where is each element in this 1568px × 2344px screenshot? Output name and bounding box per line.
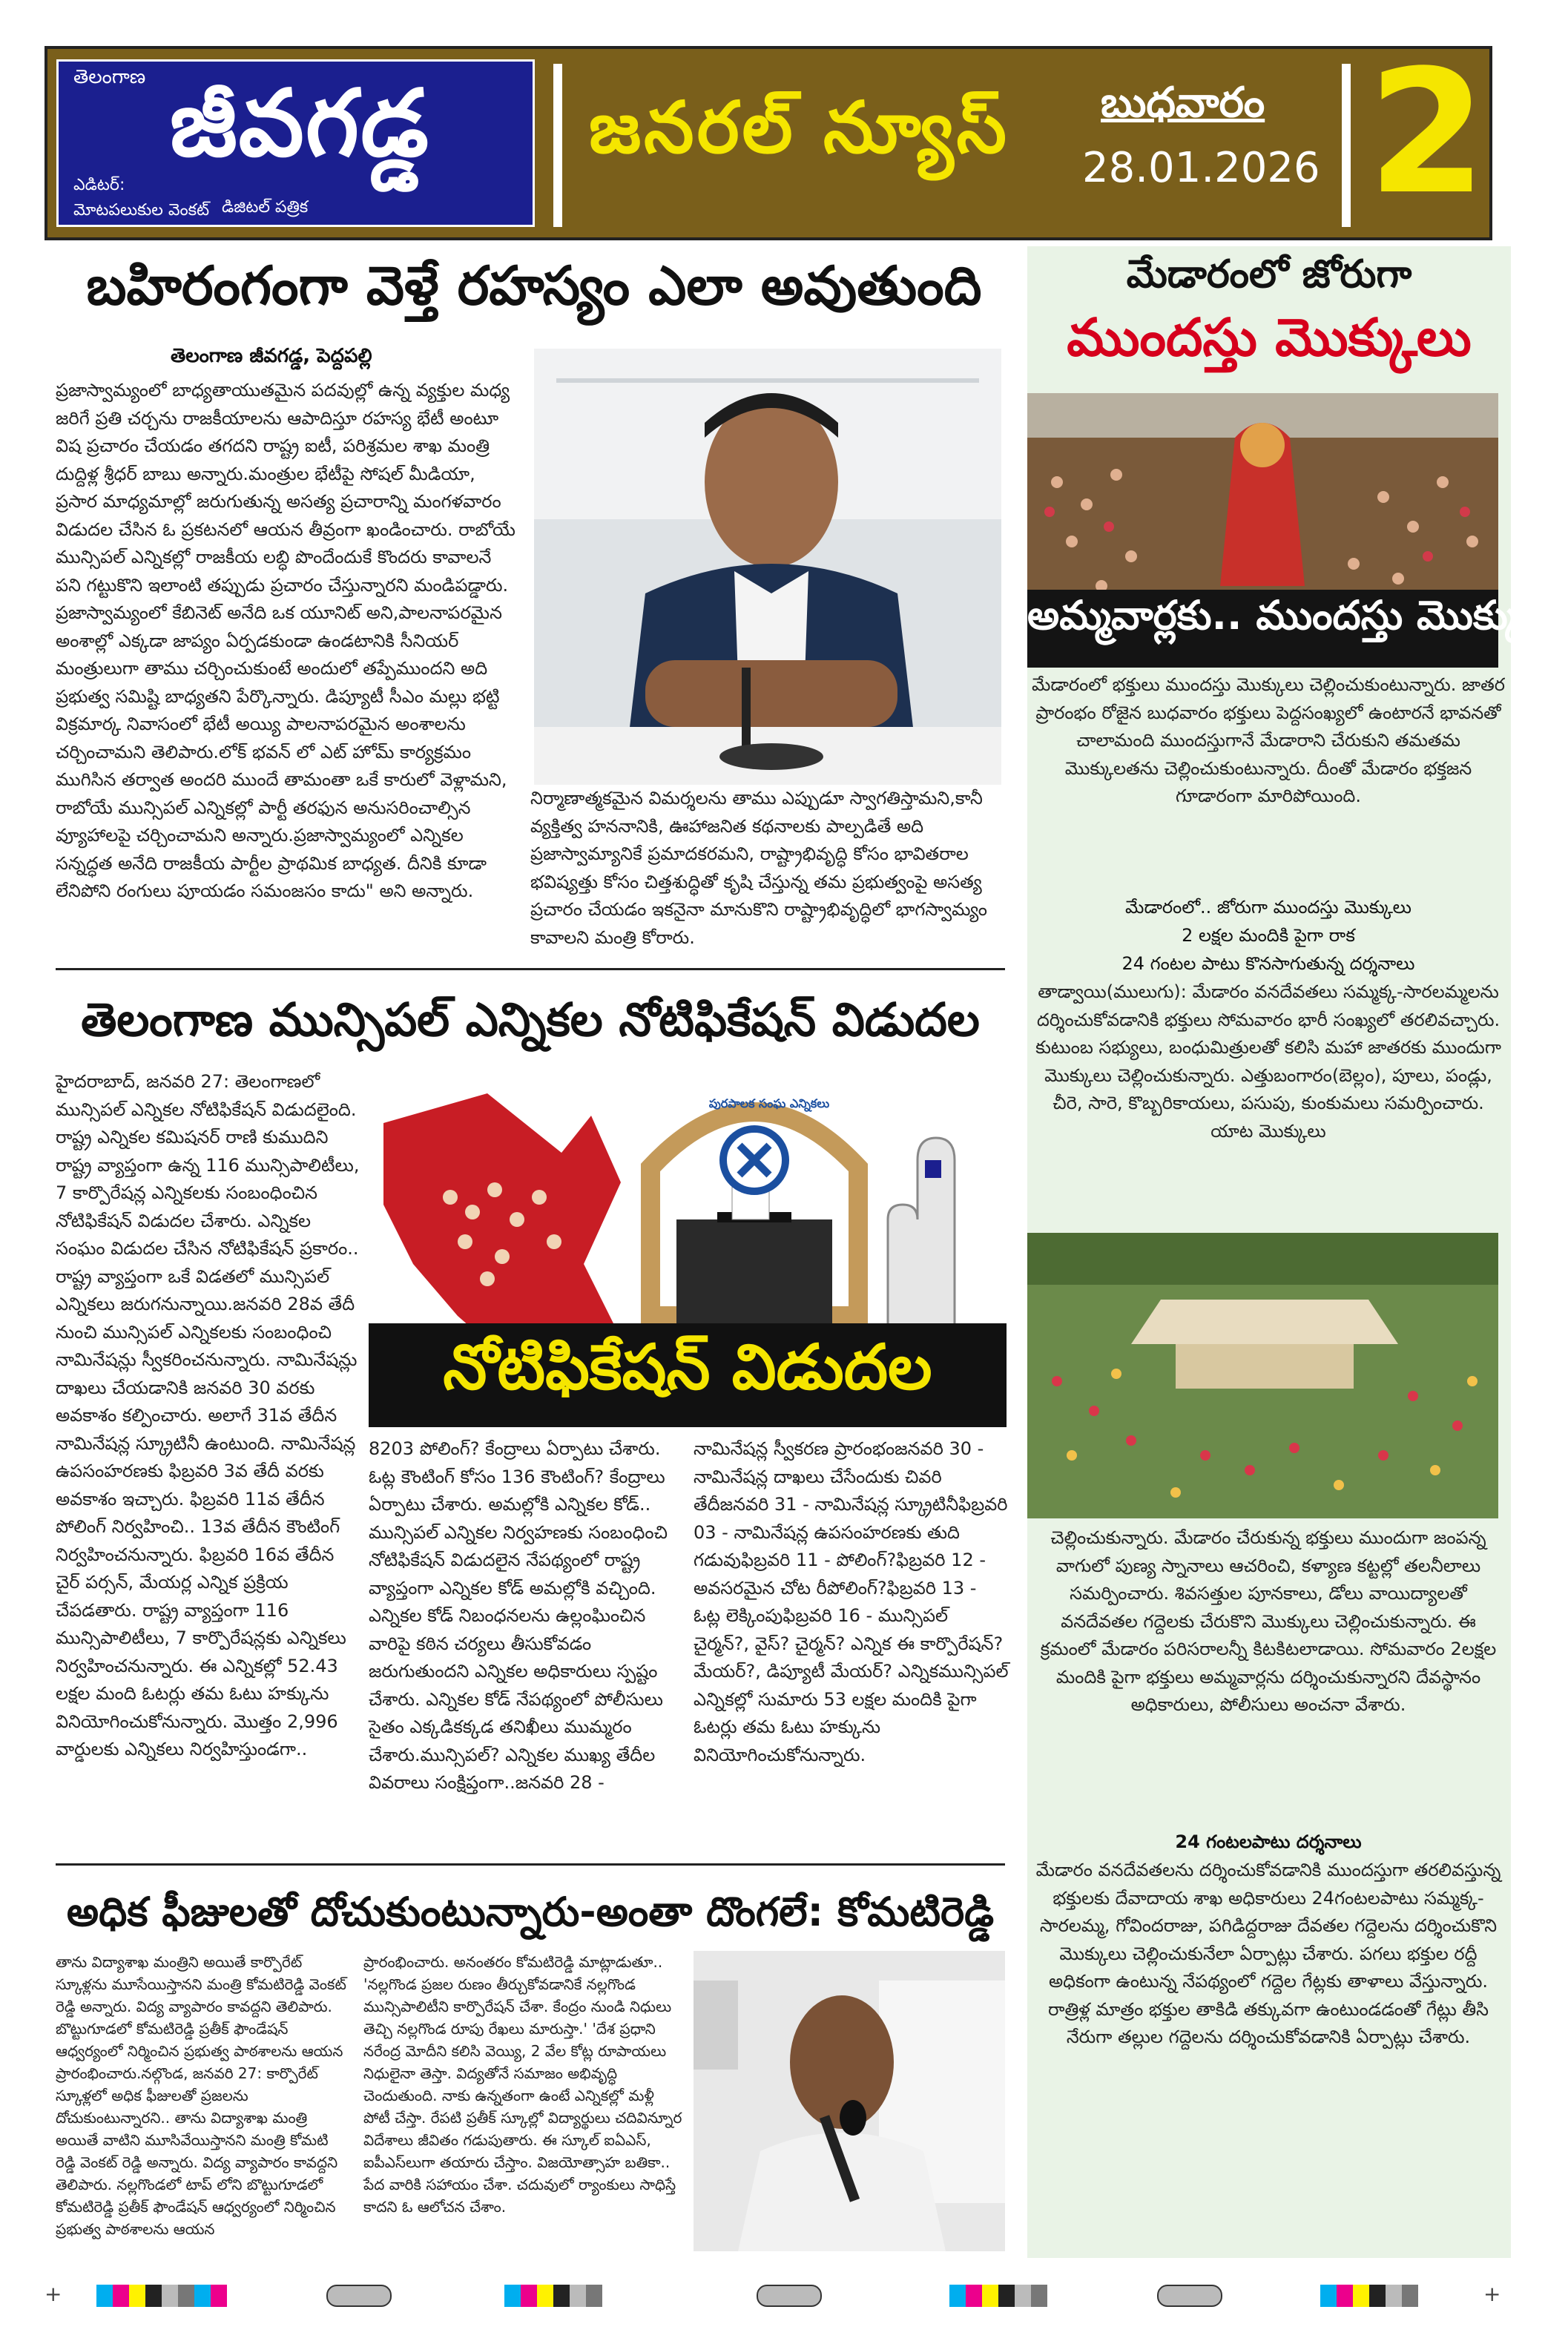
sidebar-photo-1 (1027, 393, 1568, 668)
article3-body-col2: ప్రారంభించారు. అనంతరం కోమటిరెడ్డి మాట్లాడుతూ.. 'నల్లగొండ ప్రజల రుణం తీర్చుకోవడానికే నల్లగొండ మున్సిపాలిటీని కార్పొరేషన్ చేశా. కేంద్రం నుండి నిధులు తెచ్చి నల్లగొండ రూపు రేఖలు మారుస్తా.' 'దేశ ప్రధాని నరేంద్ర మోదీని కలిసి వెయ్యి, 2 వేల కోట్ల రూపాయలు నిధులైనా తెస్తా. విద్యతోనే సమాజం అభివృద్ధి చెందుతుంది. నాకు ఉన్నతంగా ఉంటే ఎన్నికల్లో మళ్లీ పోటీ చేస్తా. రేపటి ప్రతీక్ స్కూల్లో విద్యార్థులు చదివిన్నూర విదేశాలు జీవితం గడుపుతారు. ఈ స్కూల్ ఐఏఎస్, ఐపీఎస్‌లుగా తయారు చేస్తాం. విజయోత్సాహ బతికా.. పేద వారికి సహాయం చేశా. చదువులో ర్యాంకులు సాధిస్తే కాదని ఓ ఆలోచన చేశాం. (363, 1953, 682, 2216)
page-number: 2 (1368, 34, 1487, 232)
color-bar (96, 2285, 227, 2307)
crosshair-icon: + (45, 2282, 62, 2306)
color-bar (949, 2285, 1047, 2307)
article1-photo (534, 349, 1001, 785)
editor-name: మోటపలుకుల వెంకట్ (73, 201, 210, 220)
section-title: జనరల్ న్యూస్ (589, 86, 1009, 169)
issue-day: బుధవారం (1101, 79, 1265, 127)
editor-credit (73, 173, 209, 223)
article2-headline: తెలంగాణ మున్సిపల్ ఎన్నికల నోటిఫికేషన్ విడుదల (81, 992, 980, 1047)
registration-mark (757, 2285, 822, 2307)
article3-headline: అధిక ఫీజులతో దోచుకుంటున్నారు-అంతా దొంగలే: కోమటిరెడ్డి (66, 1889, 995, 1935)
registration-mark (326, 2285, 392, 2307)
digital-label: డిజిటల్ పత్రిక (222, 198, 309, 217)
sidebar-subhead3: 24 గంటల పాటు కొనసాగుతున్న దర్శనాలు (1121, 953, 1415, 974)
sidebar-subhead4: 24 గంటలపాటు దర్శనాలు (1175, 1831, 1362, 1852)
article1-dateline: తెలంగాణ జీవగడ్డ, పెద్దపల్లి (171, 345, 372, 367)
logo-title: జీవగడ్డ (170, 70, 430, 177)
sidebar-subhead2: 2 లక్షల మందికి పైగా రాక (1182, 925, 1355, 946)
sidebar-para2: తాడ్వాయి(ములుగు): మేడారం వనదేవతలు సమ్మక్క-సారలమ్మలను దర్శించుకోవడానికి భక్తులు సోమవారం భారీ సంఖ్యలో తరలివచ్చారు. కుటుంబ సభ్యులు, బంధుమిత్రులతో కలిసి మహా జాతరకు ముందుగా మొక్కులు చెల్లించుకున్నారు. ఎత్తుబంగారం(బెల్లం), పూలు, పండ్లు, చీరె, సారె, కొబ్బరికాయలు, పసుపు, కుంకుమలు సమర్పించారు. యాట మొక్కులు (1035, 981, 1501, 1142)
medaram-gathering-photo (1027, 1233, 1498, 1518)
sidebar-photo-2 (1027, 1233, 1498, 1518)
issue-date: 28.01.2026 (1082, 144, 1320, 192)
section-rule (56, 968, 1005, 970)
newspaper-logo (56, 59, 535, 227)
color-bar (504, 2285, 602, 2307)
logo-small-text: తెలంగాణ (73, 66, 146, 88)
masthead-divider (1342, 64, 1351, 227)
article2-body-col3: నామినేషన్ల స్వీకరణ ప్రారంభంజనవరి 30 - నామినేషన్ల దాఖలు చేసేందుకు చివరి తేదీజనవరి 31 - నామినేషన్ల స్క్రూటినీఫిబ్రవరి 03 - నామినేషన్ల ఉపసంహరణకు తుది గడువుఫిబ్రవరి 11 - పోలింగ్?ఫిబ్రవరి 12 - అవసరమైన చోట రీపోలింగ్?ఫిబ్రవరి 13 - ఓట్ల లెక్కింపుఫిబ్రవరి 16 - మున్సిపల్ చైర్మన్?, వైస్? చైర్మన్? ఎన్నిక ఈ కార్పొరేషన్? మేయర్?, డిప్యూటీ మేయర్? ఎన్నికమున్సిపల్ ఎన్నికల్లో సుమారు 53 లక్షల మందికి పైగా ఓటర్లు తమ ఓటు హక్కును వినియోగించుకోనున్నారు. (694, 1438, 1009, 1765)
article2-body-col2: 8203 పోలింగ్? కేంద్రాలు ఏర్పాటు చేశారు. ఓట్ల కౌంటింగ్ కోసం 136 కౌంటింగ్? కేంద్రాలు ఏర్పాటు చేశారు. అమల్లోకి ఎన్నికల కోడ్.. మున్సిపల్ ఎన్నికల నిర్వహణకు సంబంధించి నోటిఫికేషన్ విడుదలైన నేపథ్యంలో రాష్ట్ర వ్యాప్తంగా ఎన్నికల కోడ్ అమల్లోకి వచ్చింది. ఎన్నికల కోడ్ నిబంధనలను ఉల్లంఘించిన వారిపై కఠిన చర్యలు తీసుకోవడం జరుగుతుందని ఎన్నికల అధికారులు స్పష్టం చేశారు. ఎన్నికల కోడ్ నేపథ్యంలో పోలీసులు సైతం ఎక్కడికక్కడ తనిఖీలు ముమ్మరం చేశారు.మున్సిపల్? ఎన్నికల ముఖ్య తేదీల వివరాలు సంక్షిప్తంగా..జనవరి 28 - (369, 1438, 668, 1793)
speaker-photo (694, 1951, 1005, 2251)
article3-body-col1: తాను విద్యాశాఖ మంత్రిని అయితే కార్పొరేట్ స్కూళ్లను మూసేయిస్తానని మంత్రి కోమటిరెడ్డి వెంకట్ రెడ్డి అన్నారు. విద్య వ్యాపారం కావద్దని తెలిపారు. బొట్టుగూడలో కోమటిరెడ్డి ప్రతీక్ ఫౌండేషన్ ఆధ్వర్యంలో నిర్మించిన ప్రభుత్వ పాఠశాలను ఆయన ప్రారంభించారు.నల్గొండ, జనవరి 27: కార్పొరేట్ స్కూళ్లలో అధిక ఫీజులతో ప్రజలను దోచుకుంటున్నారని.. తాను విద్యాశాఖ మంత్రి అయితే వాటిని మూసివేయిస్తానని మంత్రి కోమటి రెడ్డి వెంకట్ రెడ్డి అన్నారు. విద్య వ్యాపారం కావద్దని తెలిపారు. నల్లగొండలో టాప్ లోని బొట్టుగూడలో కోమటిరెడ్డి ప్రతీక్ ఫౌండేషన్ ఆధ్వర్యంలో నిర్మించిన ప్రభుత్వ పాఠశాలను ఆయన (56, 1953, 346, 2238)
registration-mark (1157, 2285, 1222, 2307)
sidebar-headline-line2: ముందస్తు మొక్కులు (1067, 307, 1472, 368)
sidebar-para1: మేడారంలో భక్తులు ముందస్తు మొక్కులు చెల్లించుకుంటున్నారు. జాతర ప్రారంభం రోజైన బుధవారం భక్తులు పెద్దసంఖ్యలో ఉంటారనే భావనతో చాలామంది ముందస్తుగానే మేడారాని చేరుకుని తమతమ మొక్కులతను చెల్లించుకుంటున్నారు. దీంతో మేడారం భక్తజన గూడారంగా మారిపోయింది. (1031, 674, 1506, 806)
masthead (45, 34, 1492, 240)
masthead-divider (553, 64, 562, 227)
color-bar (1320, 2285, 1418, 2307)
sidebar-para4: మేడారం వనదేవతలను దర్శించుకోవడానికి ముందస్తుగా తరలివస్తున్న భక్తులకు దేవాదాయ శాఖ అధికారులు 24గంటలపాటు సమ్మక్క- సారలమ్మ, గోవిందరాజు, పగిడిద్దరాజు దేవతల గద్దెలను దర్శించుకొని మొక్కులు చెల్లించుకునేలా ఏర్పాట్లు చేశారు. పగలు భక్తుల రద్దీ అధికంగా ఉంటున్న నేపథ్యంలో గద్దెల గేట్లకు తాళాలు వేస్తున్నారు. రాత్రిళ్ల మాత్రం భక్తుల తాకిడి తక్కువగా ఉంటుండడంతో గేట్లు తీసి నేరుగా తల్లుల గద్దెలను దర్శించుకోవడానికి ఏర్పాట్లు చేశారు. (1035, 1860, 1501, 2047)
ballot-arch-text: పురపాలక సంఘ ఎన్నికలు (708, 1096, 830, 1110)
minister-photo (534, 349, 1001, 785)
section-rule (56, 1863, 1005, 1866)
notification-caption: నోటిఫికేషన్ విడుదల (443, 1331, 932, 1403)
notification-image (369, 1071, 1007, 1427)
article1-body-continued: నిర్మాణాత్మకమైన విమర్శలను తాము ఎప్పుడూ స్వాగతిస్తామని,కానీ వ్యక్తిత్వ హననానికి, ఊహాజనిత కథనాలకు పాల్పడితే అది ప్రజాస్వామ్యానికే ప్రమాదకరమని, రాష్ట్రాభివృద్ధి కోసం భావితరాల భవిష్యత్తు కోసం చిత్తశుద్ధితో కృషి చేస్తున్న తమ ప్రభుత్వంపై అసత్య ప్రచారం చేయడం ఇకనైనా మానుకొని రాష్ట్రాభివృద్ధిలో భాగస్వామ్యం కావాలని మంత్రి కోరారు. (530, 788, 987, 948)
editor-label: ఎడిటర్: (73, 176, 125, 194)
article2-body: హైదరాబాద్, జనవరి 27: తెలంగాణలో మున్సిపల్ ఎన్నికల నోటిఫికేషన్ విడుదలైంది. రాష్ట్ర ఎన్నికల కమిషనర్ రాణి కుముదిని రాష్ట్ర వ్యాప్తంగా ఉన్న 116 మున్సిపాలిటీలు, 7 కార్పొరేషన్ల ఎన్నికలకు సంబంధించిన నోటిఫికేషన్ విడుదల చేశారు. ఎన్నికల సంఘం విడుదల చేసిన నోటిఫికేషన్ ప్రకారం.. రాష్ట్ర వ్యాప్తంగా ఒకే విడతలో మున్సిపల్ ఎన్నికలు జరుగనున్నాయి.జనవరి 28వ తేదీ నుంచి మున్సిపల్ ఎన్నికలకు సంబంధించి నామినేషన్లు స్వీకరించనున్నారు. నామినేషన్లు దాఖలు చేయడానికి జనవరి 30 వరకు అవకాశం కల్పించారు. అలాగే 31వ తేదీన నామినేషన్ల స్క్రూటినీ ఉంటుంది. నామినేషన్ల ఉపసంహరణకు ఫిబ్రవరి 3వ తేదీ వరకు అవకాశం ఇచ్చారు. ఫిబ్రవరి 11వ తేదీన పోలింగ్ నిర్వహించి.. 13వ తేదీన కౌంటింగ్ నిర్వహించనున్నారు. ఫిబ్రవరి 16వ తేదీన చైర్ పర్సన్, మేయర్ల ఎన్నిక ప్రక్రియ చేపడతారు. రాష్ట్ర వ్యాప్తంగా 116 మున్సిపాలిటీలు, 7 కార్పొరేషన్లకు ఎన్నికలు నిర్వహించనున్నారు. ఈ ఎన్నికల్లో 52.43 లక్షల మంది ఓటర్లు తమ ఓటు హక్కును వినియోగించుకోనున్నారు. మొత్తం 2,996 వార్డులకు ఎన్నికలు నిర్వహిస్తుండగా.. (56, 1071, 360, 1759)
sidebar-photo1-caption: అమ్మవార్లకు.. ముందస్తు మొక్కులు (1027, 592, 1568, 639)
sidebar-headline-line1: మేడారంలో జోరుగా (1126, 252, 1412, 297)
crosshair-icon: + (1483, 2282, 1501, 2306)
print-registration-strip (0, 2277, 1533, 2322)
sidebar-para3: చెల్లించుకున్నారు. మేడారం చేరుకున్న భక్తులు ముందుగా జంపన్న వాగులో పుణ్య స్నానాలు ఆచరించి, కళ్యాణ కట్టల్లో తలనీలాలు సమర్పించారు. శివసత్తుల పూనకాలు, డోలు వాయిద్యాలతో వనదేవతల గద్దెలకు చేరుకొని మొక్కులు చెల్లించుకున్నారు. ఈ క్రమంలో మేడారం పరిసరాలన్నీ కిటకిటలాడాయి. సోమవారం 2లక్షల మందికి పైగా భక్తులు అమ్మవార్లను దర్శించుకున్నారని దేవస్థానం అధికారులు, పోలీసులు అంచనా వేశారు. (1040, 1527, 1497, 1715)
article3-photo (694, 1951, 1005, 2251)
article1-body: ప్రజాస్వామ్యంలో బాధ్యతాయుతమైన పదవుల్లో ఉన్న వ్యక్తుల మధ్య జరిగే ప్రతి చర్చను రాజకీయాలను ఆపాదిస్తూ రహస్య భేటీ అంటూ విష ప్రచారం చేయడం తగదని రాష్ట్ర ఐటీ, పరిశ్రమల శాఖ మంత్రి దుద్దిళ్ల శ్రీధర్ బాబు అన్నారు.మంత్రుల భేటీపై సోషల్ మీడియా, ప్రసార మాధ్యమాల్లో జరుగుతున్న అసత్య ప్రచారాన్ని మంగళవారం విడుదల చేసిన ఓ ప్రకటనలో ఆయన తీవ్రంగా ఖండించారు. రాబోయే మున్సిపల్ ఎన్నికల్లో రాజకీయ లబ్ధి పొందేందుకే కొందరు కావాలనే పని గట్టుకొని ఇలాంటి తప్పుడు ప్రచారం చేస్తున్నారని మండిపడ్డారు. ప్రజాస్వామ్యంలో కేబినెట్ అనేది ఒక యూనిట్ అని,పాలనాపరమైన అంశాల్లో ఎక్కడా జాప్యం ఏర్పడకుండా ఉండటానికి సీనియర్ మంత్రులుగా తాము చర్చించుకుంటే అందులో తప్పేముందని అది ప్రభుత్వ సమిష్టి బాధ్యతని పేర్కొన్నారు. డిప్యూటీ సీఎం మల్లు భట్టి విక్రమార్క నివాసంలో భేటీ అయ్యి పాలనాపరమైన అంశాలను చర్చించామని తెలిపారు.లోక్ భవన్ లో ఎట్ హోమ్ కార్యక్రమం ముగిసిన తర్వాత అందరి ముందే తామంతా ఒకే కారులో వెళ్లామని, రాబోయే మున్సిపల్ ఎన్నికల్లో పార్టీ తరఫున అనుసరించాల్సిన వ్యూహాలపై చర్చించామని అన్నారు.ప్రజాస్వామ్యంలో ఎన్నికల సన్నద్ధత అనేది రాజకీయ పార్టీల ప్రాథమిక బాధ్యత. దీనికి కూడా లేనిపోని రంగులు పూయడం సమంజసం కాదు" అని అన్నారు. (56, 380, 515, 901)
sidebar-subhead1: మేడారంలో.. జోరుగా ముందస్తు మొక్కులు (1125, 897, 1411, 918)
article1-headline: బహిరంగంగా వెళ్తే రహస్యం ఎలా అవుతుంది (86, 254, 982, 317)
